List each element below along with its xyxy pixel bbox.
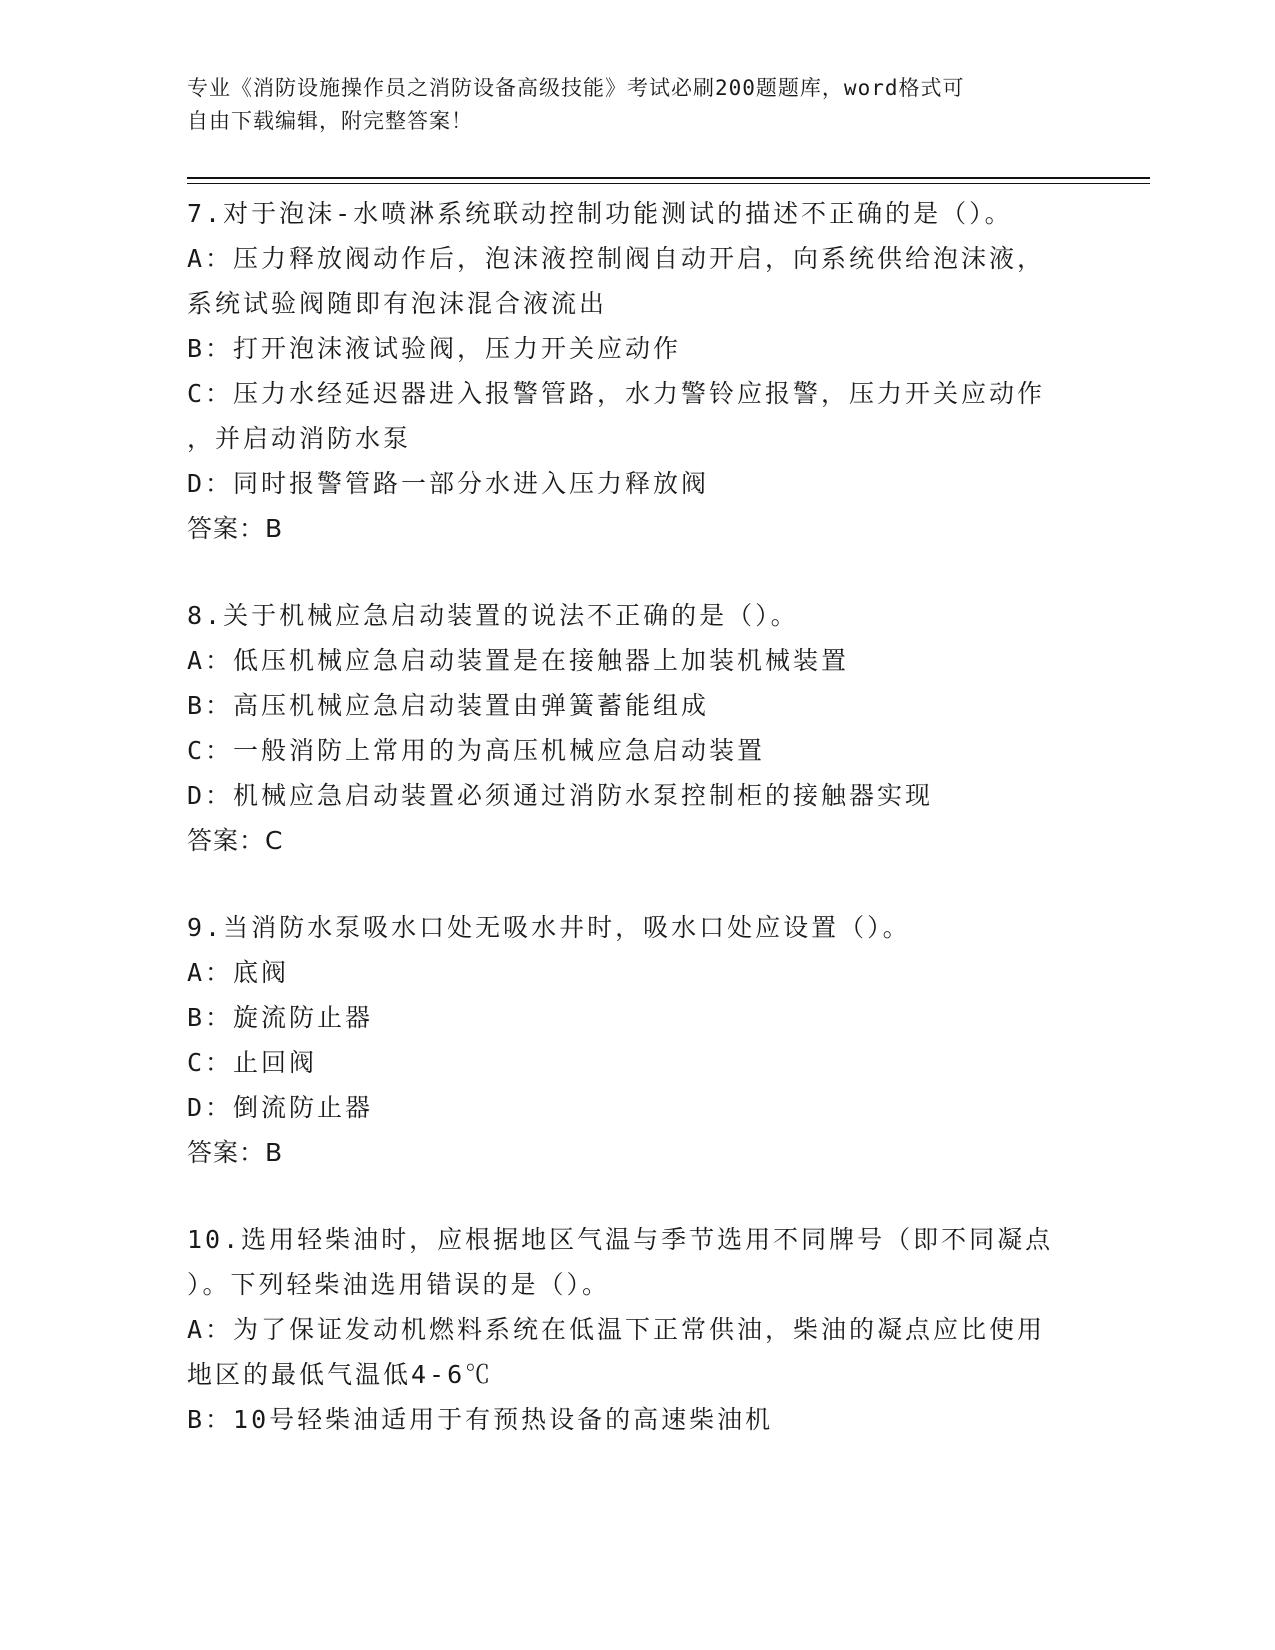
answer-option: D：同时报警管路一部分水进入压力释放阀 <box>187 469 710 498</box>
answer-option: B：旋流防止器 <box>187 1003 374 1032</box>
question-stem: 9.当消防水泵吸水口处无吸水井时，吸水口处应设置（）。 <box>187 913 911 942</box>
answer-option: 系统试验阀随即有泡沫混合液流出 <box>187 289 608 318</box>
question-block <box>187 593 1087 863</box>
question-block <box>187 905 1087 1175</box>
answer-option: B：10号轻柴油适用于有预热设备的高速柴油机 <box>187 1405 774 1434</box>
answer-option: D：机械应急启动装置必须通过消防水泵控制柜的接触器实现 <box>187 781 934 810</box>
answer-key: 答案：B <box>187 1138 284 1167</box>
answer-option: C：一般消防上常用的为高压机械应急启动装置 <box>187 736 766 765</box>
answer-option: A：底阀 <box>187 958 290 987</box>
answer-option: A：压力释放阀动作后，泡沫液控制阀自动开启，向系统供给泡沫液， <box>187 244 1046 273</box>
answer-option: B：打开泡沫液试验阀，压力开关应动作 <box>187 334 682 363</box>
answer-option: A：低压机械应急启动装置是在接触器上加装机械装置 <box>187 646 850 675</box>
header-divider-thick <box>187 177 1150 179</box>
answer-option: C：压力水经延迟器进入报警管路，水力警铃应报警，压力开关应动作 <box>187 379 1046 408</box>
question-list <box>187 191 1087 1484</box>
header-line-2: 自由下载编辑，附完整答案！ <box>187 109 473 133</box>
question-stem: 7.对于泡沫-水喷淋系统联动控制功能测试的描述不正确的是（）。 <box>187 199 1013 228</box>
answer-option: 地区的最低气温低4-6℃ <box>187 1360 494 1389</box>
question-block <box>187 191 1087 551</box>
question-stem: ）。下列轻柴油选用错误的是（）。 <box>187 1270 611 1299</box>
question-block <box>187 1217 1087 1442</box>
answer-key: 答案：C <box>187 826 284 855</box>
answer-key: 答案：B <box>187 514 284 543</box>
question-stem: 8.关于机械应急启动装置的说法不正确的是（）。 <box>187 601 799 630</box>
document-header <box>187 72 1067 138</box>
answer-option: D：倒流防止器 <box>187 1093 374 1122</box>
answer-option: A：为了保证发动机燃料系统在低温下正常供油，柴油的凝点应比使用 <box>187 1315 1046 1344</box>
header-divider-thin <box>187 183 1150 184</box>
header-line-1: 专业《消防设施操作员之消防设备高级技能》考试必刷200题题库，word格式可 <box>187 76 965 100</box>
answer-option: B：高压机械应急启动装置由弹簧蓄能组成 <box>187 691 710 720</box>
question-stem: 10.选用轻柴油时，应根据地区气温与季节选用不同牌号（即不同凝点 <box>187 1225 1054 1254</box>
answer-option: ，并启动消防水泵 <box>187 424 412 453</box>
answer-option: C：止回阀 <box>187 1048 318 1077</box>
